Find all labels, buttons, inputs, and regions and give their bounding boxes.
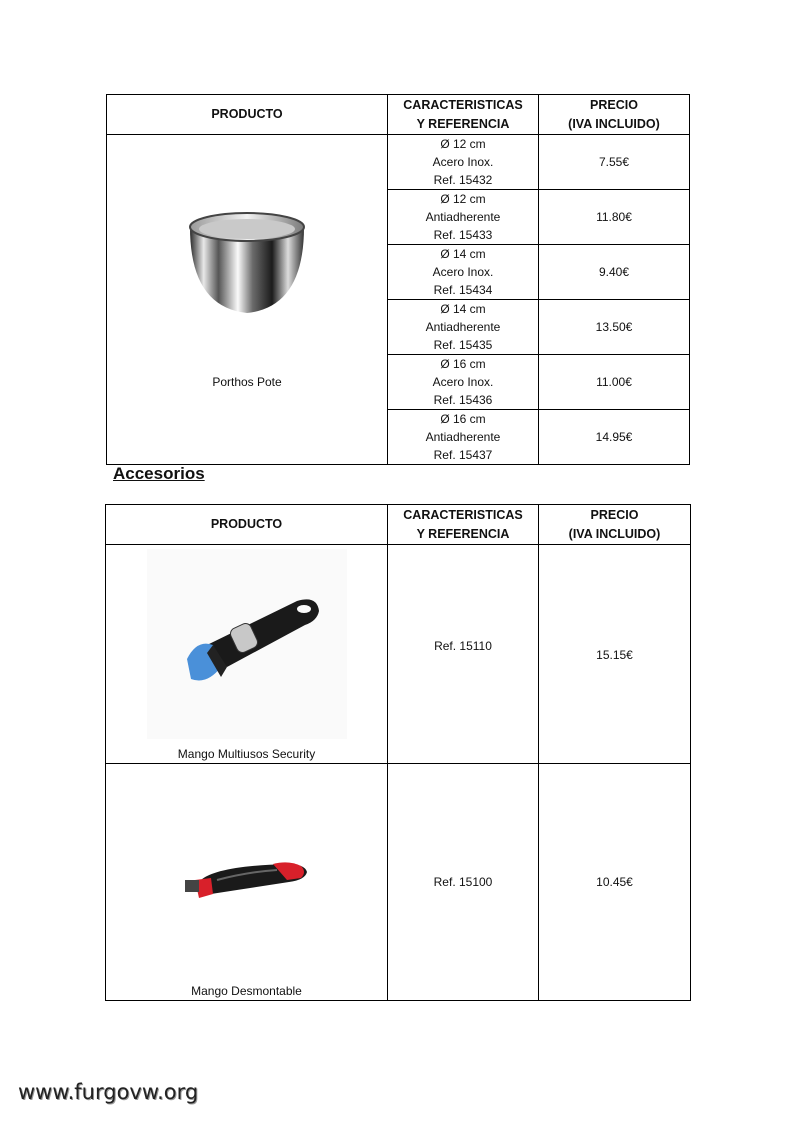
header-price: PRECIO (IVA INCLUIDO) [539,505,691,545]
table-header-row [106,505,691,545]
features-cell: Ø 14 cm Antiadherente Ref. 15435 [388,300,539,355]
stainless-pot-icon [184,209,310,319]
price-cell: 11.00€ [539,355,690,410]
table-row [107,135,690,190]
pot-product-cell [107,135,388,465]
header-features: CARACTERISTICAS Y REFERENCIA [388,505,539,545]
detachable-handle-icon [177,850,317,910]
accessories-table [105,504,691,1001]
security-handle-icon [147,549,347,739]
accessory-product-cell [106,545,388,764]
table-header-row [107,95,690,135]
features-cell: Ø 12 cm Acero Inox. Ref. 15432 [388,135,539,190]
product-name: Porthos Pote [212,374,282,389]
price-cell: 9.40€ [539,245,690,300]
product-name: Mango Desmontable [191,984,302,998]
header-features: CARACTERISTICAS Y REFERENCIA [388,95,539,135]
price-cell: 15.15€ [539,545,691,764]
product-name: Mango Multiusos Security [177,747,316,761]
header-product: PRODUCTO [107,95,388,135]
table-row [106,764,691,1001]
features-cell: Ø 12 cm Antiadherente Ref. 15433 [388,190,539,245]
accessory-product-cell [106,764,388,1001]
price-cell: 14.95€ [539,410,690,465]
features-cell: Ref. 15100 [388,764,539,1001]
features-cell: Ref. 15110 [388,545,539,764]
table-row [106,545,691,764]
features-cell: Ø 16 cm Antiadherente Ref. 15437 [388,410,539,465]
header-product: PRODUCTO [106,505,388,545]
price-cell: 7.55€ [539,135,690,190]
features-cell: Ø 16 cm Acero Inox. Ref. 15436 [388,355,539,410]
footer-watermark: www.furgovw.org [18,1080,199,1104]
section-title-accesorios: Accesorios [113,464,205,483]
price-cell: 11.80€ [539,190,690,245]
header-price: PRECIO (IVA INCLUIDO) [539,95,690,135]
price-cell: 10.45€ [539,764,691,1001]
features-cell: Ø 14 cm Acero Inox. Ref. 15434 [388,245,539,300]
price-cell: 13.50€ [539,300,690,355]
pots-table [106,94,690,465]
